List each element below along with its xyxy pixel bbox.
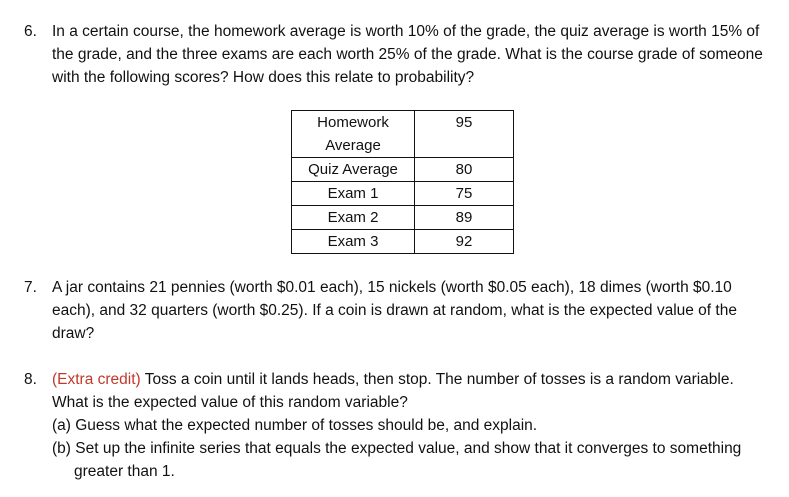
score-value: 89: [415, 206, 514, 230]
score-label: Exam 2: [292, 206, 415, 230]
problem-text: [52, 368, 774, 414]
problem-text: In a certain course, the homework average is worth 10% of the grade, the quiz average is worth 15% of the grade, and the three exams are each worth 25% of the grade. What is the course grade of someone with the following scores? How does this relate to probability?: [52, 23, 763, 86]
score-label: Homework Average: [292, 111, 415, 158]
problem-8: [24, 368, 774, 483]
score-value: 95: [415, 111, 514, 158]
problem-number: 6.: [24, 23, 37, 40]
score-value: 75: [415, 182, 514, 206]
score-label: Exam 1: [292, 182, 415, 206]
score-label: Exam 3: [292, 230, 415, 254]
table-row: [292, 206, 514, 230]
score-label: Quiz Average: [292, 158, 415, 182]
extra-credit-label: (Extra credit): [52, 371, 141, 388]
problem-number: 7.: [24, 279, 37, 296]
problem-text: A jar contains 21 pennies (worth $0.01 each), 15 nickels (worth $0.05 each), 18 dimes (worth $0.10 each), and 32 quarters (worth $0.25). If a coin is drawn at random, what is the expected value of the draw?: [52, 279, 737, 342]
score-value: 80: [415, 158, 514, 182]
problem-6: [24, 20, 774, 89]
problem-part-b: (b) Set up the infinite series that equals the expected value, and show that it converges to something greater than 1.: [52, 440, 742, 480]
problem-7: [24, 276, 774, 345]
score-table: [291, 110, 514, 254]
score-value: 92: [415, 230, 514, 254]
problem-part-a: (a) Guess what the expected number of tosses should be, and explain.: [52, 417, 538, 434]
table-row: [292, 230, 514, 254]
table-row: [292, 111, 514, 158]
problem-number: 8.: [24, 371, 37, 388]
table-row: [292, 158, 514, 182]
problem-text-body: Toss a coin until it lands heads, then stop. The number of tosses is a random variable. What is the expected value of this random variable?: [52, 371, 734, 411]
table-row: [292, 182, 514, 206]
